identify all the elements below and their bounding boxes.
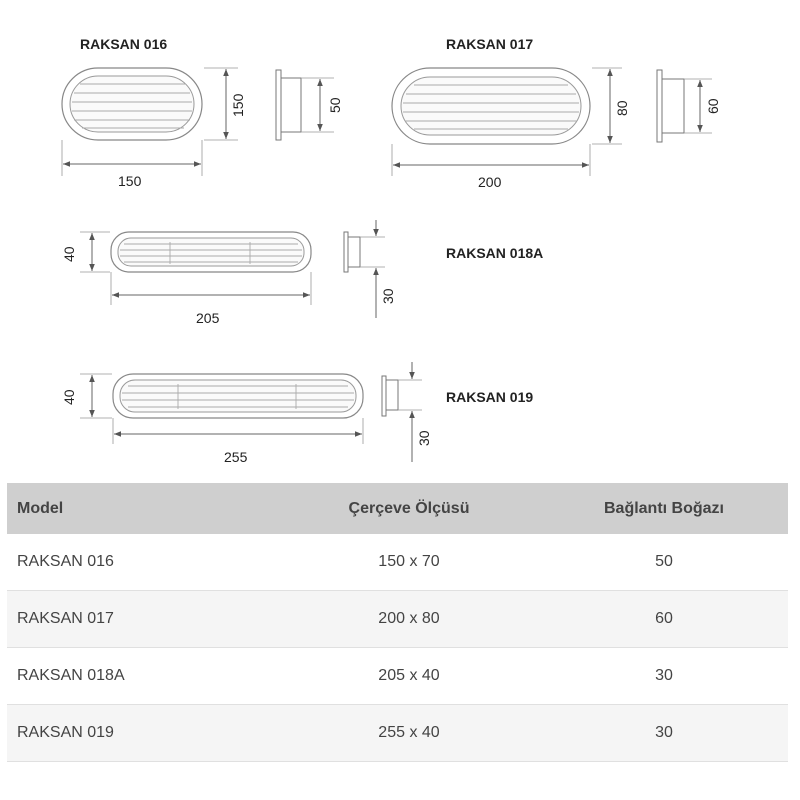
- cell-model: RAKSAN 016: [7, 534, 278, 591]
- cell-frame: 200 x 80: [278, 591, 540, 648]
- dim-width-019: 255: [224, 449, 248, 465]
- cell-neck: 30: [540, 648, 788, 705]
- cell-model: RAKSAN 018A: [7, 648, 278, 705]
- dim-depth-017: 60: [705, 98, 721, 114]
- table-row: [7, 705, 788, 762]
- spec-table: [7, 483, 788, 762]
- dim-width-018a: 205: [196, 310, 220, 326]
- table-row: [7, 648, 788, 705]
- dim-width-016: 150: [118, 173, 142, 189]
- drawing-raksan-016: [62, 36, 343, 189]
- drawing-title-raksan-017: RAKSAN 017: [446, 36, 534, 52]
- cell-neck: 50: [540, 534, 788, 591]
- cell-neck: 60: [540, 591, 788, 648]
- side-view-018a: [344, 232, 348, 272]
- dim-height-019: 40: [61, 389, 77, 405]
- cell-frame: 205 x 40: [278, 648, 540, 705]
- drawing-title-raksan-018a: RAKSAN 018A: [446, 245, 544, 261]
- side-view-019: [382, 376, 386, 416]
- table-header-row: [7, 483, 788, 534]
- header-frame-size: Çerçeve Ölçüsü: [278, 483, 540, 534]
- table-row: [7, 591, 788, 648]
- drawing-raksan-017: [392, 36, 721, 190]
- cell-model: RAKSAN 017: [7, 591, 278, 648]
- header-model: Model: [7, 483, 278, 534]
- dim-depth-018a: 30: [380, 288, 396, 304]
- drawing-title-raksan-019: RAKSAN 019: [446, 389, 534, 405]
- dim-width-017: 200: [478, 174, 502, 190]
- header-neck-size: Bağlantı Boğazı: [540, 483, 788, 534]
- cell-neck: 30: [540, 705, 788, 762]
- dim-height-016: 150: [230, 93, 246, 117]
- dim-height-017: 80: [614, 100, 630, 116]
- drawing-raksan-018a: [61, 220, 543, 326]
- side-view-016: [276, 70, 281, 140]
- table-row: [7, 534, 788, 591]
- cell-model: RAKSAN 019: [7, 705, 278, 762]
- side-view-017: [657, 70, 662, 142]
- drawing-raksan-019: [61, 362, 533, 465]
- cell-frame: 150 x 70: [278, 534, 540, 591]
- drawing-title-raksan-016: RAKSAN 016: [80, 36, 168, 52]
- dim-depth-016: 50: [327, 97, 343, 113]
- dim-depth-019: 30: [416, 430, 432, 446]
- cell-frame: 255 x 40: [278, 705, 540, 762]
- dim-height-018a: 40: [61, 246, 77, 262]
